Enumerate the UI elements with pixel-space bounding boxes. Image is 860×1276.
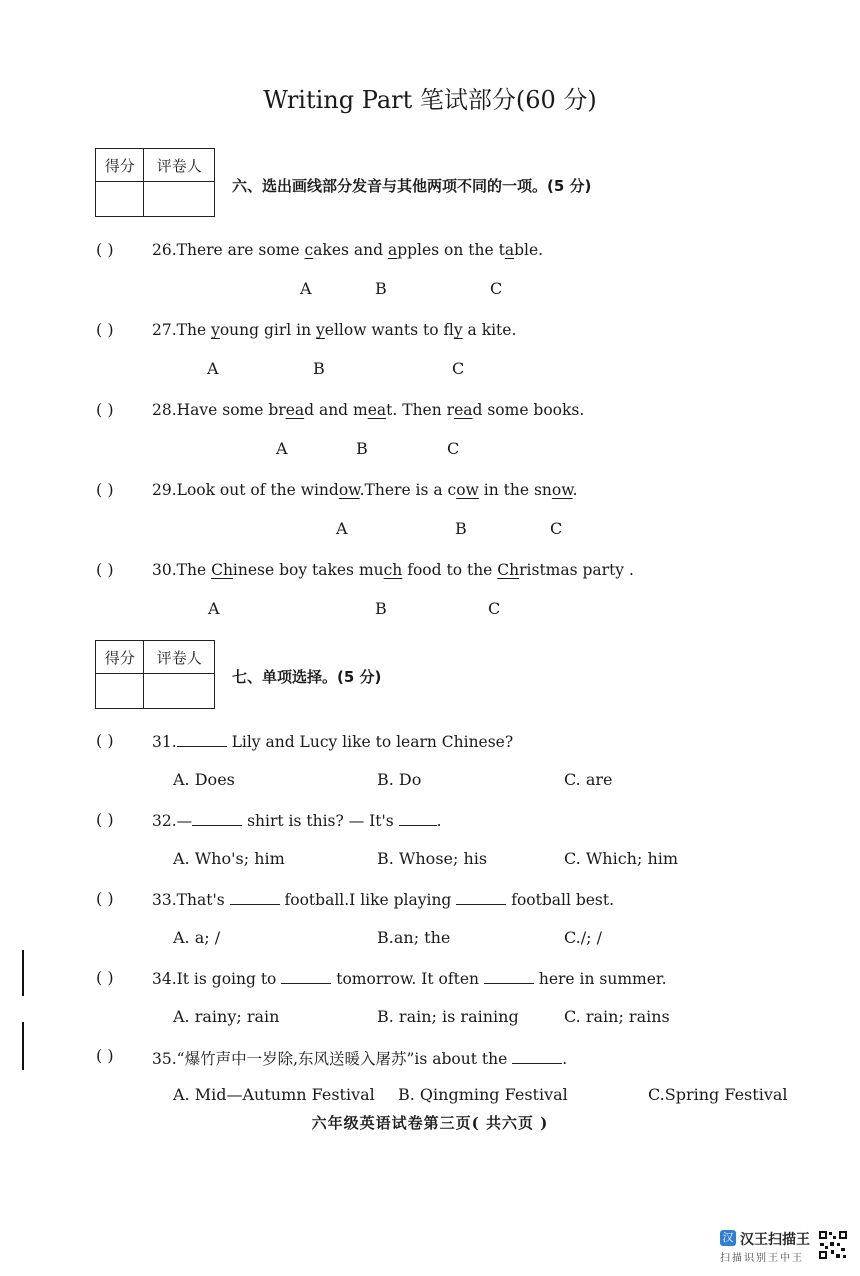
text-segment: shirt is this? — It's xyxy=(242,812,399,830)
option-label: A xyxy=(208,599,220,618)
answer-option: A. a; / xyxy=(173,928,221,947)
scanner-logo-subtitle: 扫描识别王中王 xyxy=(720,1253,804,1264)
option-label: B xyxy=(313,359,325,378)
text-segment: food to the xyxy=(402,561,498,579)
text-segment: t. Then r xyxy=(386,401,455,419)
option-label: A xyxy=(207,359,219,378)
page-title: Writing Part 笔试部分(60 分) xyxy=(263,86,597,114)
text-segment: That's xyxy=(176,891,230,909)
score-cell xyxy=(96,674,144,709)
option-label: C xyxy=(490,279,503,298)
underlined-letters: ow xyxy=(338,481,360,499)
scanner-logo-icon: 汉 xyxy=(720,1230,736,1246)
binding-line xyxy=(22,1022,24,1070)
answer-option: B.an; the xyxy=(377,928,451,947)
score-label: 得分 xyxy=(96,149,144,182)
grader-cell xyxy=(144,674,215,709)
option-label: C xyxy=(452,359,465,378)
text-segment: It is going to xyxy=(176,970,282,988)
answer-blank xyxy=(177,732,227,747)
answer-blank xyxy=(192,811,242,826)
question-text xyxy=(152,241,543,259)
answer-option: C.Spring Festival xyxy=(648,1085,788,1104)
score-cell xyxy=(96,182,144,217)
text-segment: d some books. xyxy=(472,401,585,419)
underlined-letters: ch xyxy=(383,561,403,579)
text-segment: . xyxy=(562,1050,568,1068)
answer-blank xyxy=(456,890,506,905)
binding-line xyxy=(22,950,24,996)
text-segment: oung girl in xyxy=(219,321,317,339)
grader-label: 评卷人 xyxy=(144,641,215,674)
option-label: A xyxy=(300,279,312,298)
text-segment: akes and xyxy=(313,241,388,259)
grader-label: 评卷人 xyxy=(144,149,215,182)
answer-option: A. rainy; rain xyxy=(173,1007,280,1026)
option-label: B xyxy=(375,599,387,618)
text-segment: in the sn xyxy=(478,481,552,499)
text-segment: Look out of the wind xyxy=(176,481,339,499)
text-segment: ellow wants to fl xyxy=(324,321,454,339)
text-segment: .There is a c xyxy=(359,481,457,499)
answer-option: C. are xyxy=(564,770,613,789)
underlined-letters: ea xyxy=(367,401,387,419)
answer-option: C. rain; rains xyxy=(564,1007,670,1026)
question-number: 35. xyxy=(152,1050,177,1068)
answer-bracket: ( ) xyxy=(96,240,114,259)
underlined-letters: y xyxy=(316,321,325,339)
answer-option: C. Which; him xyxy=(564,849,679,868)
question-text xyxy=(152,1047,567,1069)
answer-option: B. Qingming Festival xyxy=(398,1085,568,1104)
underlined-letters: ow xyxy=(551,481,573,499)
text-segment: ristmas party . xyxy=(519,561,634,579)
text-segment: pples on the t xyxy=(397,241,505,259)
question-number: 28. xyxy=(152,401,177,419)
option-label: B xyxy=(455,519,467,538)
question-text xyxy=(152,890,614,909)
option-label: C xyxy=(447,439,460,458)
question-text xyxy=(152,811,442,830)
underlined-letters: a xyxy=(504,241,515,259)
answer-option: A. Does xyxy=(173,770,235,789)
question-text xyxy=(152,732,513,751)
text-segment: d and m xyxy=(304,401,368,419)
question-number: 30. xyxy=(152,561,177,579)
underlined-letters: a xyxy=(387,241,398,259)
option-label: C xyxy=(550,519,563,538)
section-7-heading: 七、单项选择。(5 分) xyxy=(232,668,382,686)
question-number: 32. xyxy=(152,812,177,830)
option-label: A xyxy=(276,439,288,458)
question-number: 33. xyxy=(152,891,177,909)
answer-blank xyxy=(230,890,280,905)
option-label: A xyxy=(336,519,348,538)
answer-bracket: ( ) xyxy=(96,480,114,499)
underlined-letters: ea xyxy=(285,401,305,419)
question-text xyxy=(152,401,584,419)
question-number: 34. xyxy=(152,970,177,988)
underlined-letters: Ch xyxy=(497,561,520,579)
answer-bracket: ( ) xyxy=(96,889,114,908)
score-label: 得分 xyxy=(96,641,144,674)
answer-bracket: ( ) xyxy=(96,1046,114,1065)
question-number: 27. xyxy=(152,321,177,339)
answer-option: A. Mid—Autumn Festival xyxy=(173,1085,375,1104)
text-segment: football best. xyxy=(506,891,615,909)
text-segment: The xyxy=(176,561,212,579)
answer-bracket: ( ) xyxy=(96,320,114,339)
answer-bracket: ( ) xyxy=(96,400,114,419)
text-segment: “爆竹声中一岁除,东风送暖入屠苏”is about the xyxy=(176,1050,513,1068)
text-segment: — xyxy=(176,812,193,830)
answer-option: B. rain; is raining xyxy=(377,1007,519,1026)
qr-code-icon xyxy=(818,1230,848,1260)
text-segment: here in summer. xyxy=(533,970,667,988)
question-number: 29. xyxy=(152,481,177,499)
text-segment: a kite. xyxy=(462,321,517,339)
answer-option: B. Do xyxy=(377,770,422,789)
answer-blank xyxy=(399,811,437,826)
question-number: 26. xyxy=(152,241,177,259)
option-label: C xyxy=(488,599,501,618)
page-footer: 六年级英语试卷第三页( 共六页 ) xyxy=(311,1114,549,1132)
text-segment: Have some br xyxy=(176,401,286,419)
answer-bracket: ( ) xyxy=(96,968,114,987)
answer-blank xyxy=(484,969,534,984)
answer-bracket: ( ) xyxy=(96,810,114,829)
underlined-letters: ea xyxy=(454,401,473,419)
answer-option: B. Whose; his xyxy=(377,849,488,868)
option-label: B xyxy=(356,439,368,458)
answer-bracket: ( ) xyxy=(96,560,114,579)
answer-blank xyxy=(281,969,331,984)
text-segment: football.I like playing xyxy=(279,891,457,909)
answer-option: C./; / xyxy=(564,928,603,947)
section-6-heading: 六、选出画线部分发音与其他两项不同的一项。(5 分) xyxy=(232,177,592,195)
underlined-letters: Ch xyxy=(211,561,233,579)
underlined-letters: y xyxy=(453,321,463,339)
question-text xyxy=(152,321,516,339)
answer-blank xyxy=(512,1049,562,1064)
underlined-letters: y xyxy=(211,321,220,339)
scanner-logo-title: 汉王扫描王 xyxy=(740,1232,810,1248)
underlined-letters: ow xyxy=(456,481,479,499)
text-segment: tomorrow. It often xyxy=(331,970,484,988)
text-segment: ble. xyxy=(514,241,544,259)
underlined-letters: c xyxy=(304,241,314,259)
text-segment: . xyxy=(572,481,578,499)
question-text xyxy=(152,969,667,988)
text-segment: The xyxy=(176,321,212,339)
score-table-6 xyxy=(95,148,215,217)
question-number: 31. xyxy=(152,733,177,751)
grader-cell xyxy=(144,182,215,217)
text-segment: Lily and Lucy like to learn Chinese? xyxy=(226,733,514,751)
question-text xyxy=(152,561,634,579)
option-label: B xyxy=(375,279,387,298)
text-segment: . xyxy=(436,812,442,830)
text-segment: There are some xyxy=(176,241,305,259)
question-text xyxy=(152,481,578,499)
score-table-7 xyxy=(95,640,215,709)
answer-bracket: ( ) xyxy=(96,731,114,750)
answer-option: A. Who's; him xyxy=(173,849,285,868)
text-segment: inese boy takes mu xyxy=(232,561,384,579)
